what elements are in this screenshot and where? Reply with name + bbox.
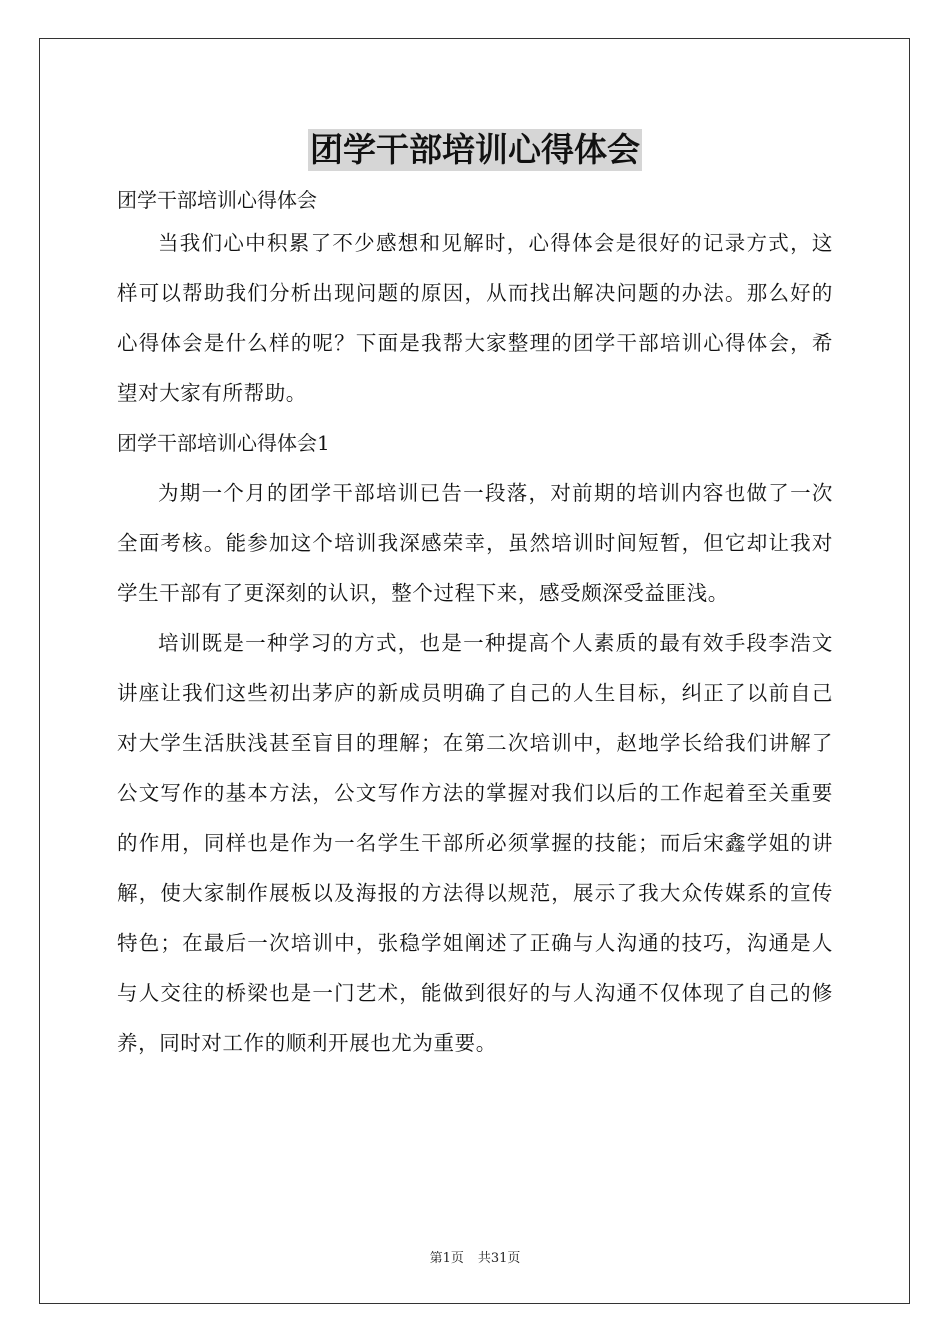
document-subtitle: 团学干部培训心得体会 (117, 188, 317, 212)
intro-paragraph: 当我们心中积累了不少感想和见解时，心得体会是很好的记录方式，这样可以帮助我们分析出现问题的原因，从而找出解决问题的办法。那么好的心得体会是什么样的呢？下面是我帮大家整理的团学干部培训心得体会，希望对大家有所帮助。 (117, 231, 833, 405)
page-footer (0, 1247, 950, 1266)
body-paragraph: 为期一个月的团学干部培训已告一段落，对前期的培训内容也做了一次全面考核。能参加这个培训我深感荣幸，虽然培训时间短暂，但它却让我对学生干部有了更深刻的认识，整个过程下来，感受颇深受益匪浅。 (117, 481, 833, 605)
section-heading: 团学干部培训心得体会1 (117, 431, 330, 455)
body-paragraph: 培训既是一种学习的方式，也是一种提高个人素质的最有效手段李浩文讲座让我们这些初出茅庐的新成员明确了自己的人生目标，纠正了以前自己对大学生活肤浅甚至盲目的理解；在第二次培训中，赵地学长给我们讲解了公文写作的基本方法，公文写作方法的掌握对我们以后的工作起着至关重要的作用，同样也是作为一名学生干部所必须掌握的技能；而后宋鑫学姐的讲解，使大家制作展板以及海报的方法得以规范，展示了我大众传媒系的宣传特色；在最后一次培训中，张稳学姐阐述了正确与人沟通的技巧，沟通是人与人交往的桥梁也是一门艺术，能做到很好的与人沟通不仅体现了自己的修养，同时对工作的顺利开展也尤为重要。 (117, 631, 833, 1055)
document-body (117, 120, 833, 1068)
document-title (117, 126, 833, 174)
document-title-text: 团学干部培训心得体会 (310, 130, 640, 169)
page-number: 第1页 (429, 1251, 464, 1266)
page-total: 共31页 (477, 1251, 521, 1266)
